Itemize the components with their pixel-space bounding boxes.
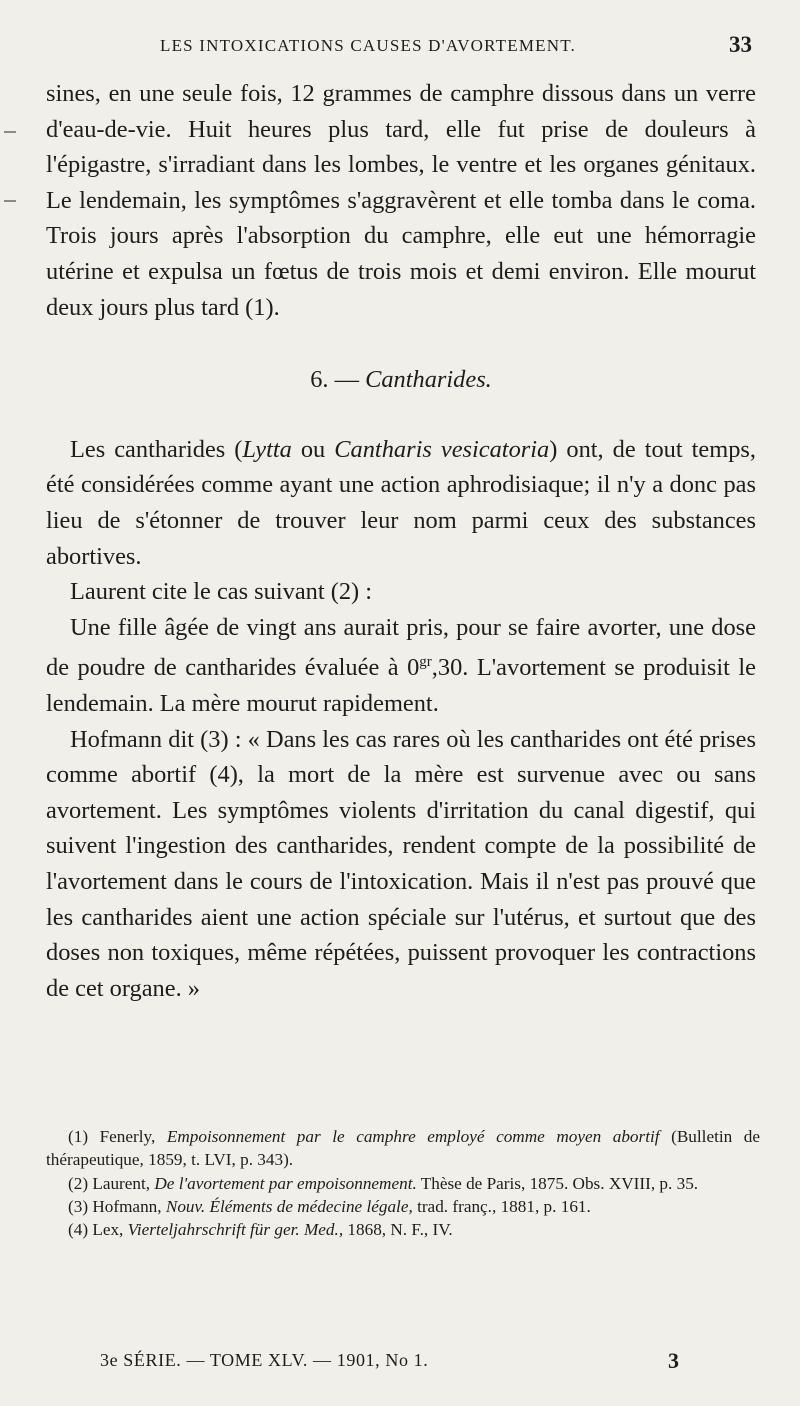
work-title: Vierteljahrschrift für ger. Med., (127, 1220, 344, 1240)
text-run: (4) Lex, (68, 1220, 128, 1240)
paragraph-camphor: sines, en une seule fois, 12 grammes de camphre dissous dans un verre d'eau-de-vie. Huit heures plus tard, elle fut prise de douleurs à l'épigastre, s'irradiant dans les lombes, le ventre et les organes génitaux. Le lendemain, les symptômes s'aggravèrent et elle tomba dans le coma. Trois jours après l'absorption du camphre, elle eut une hémorragie utérine et expulsa un fœtus de trois mois et demi environ. Elle mourut deux jours plus tard (1). (46, 80, 756, 321)
text-run: (2) Laurent, (68, 1173, 155, 1193)
footnote-2 (46, 1172, 760, 1195)
page-number: 33 (729, 32, 752, 57)
signature-mark: 3 (668, 1348, 679, 1373)
footnote-3 (46, 1195, 760, 1218)
page-footer (0, 1350, 800, 1380)
text-run: ou (291, 435, 335, 463)
work-title: De l'avortement par empoisonnement. (154, 1173, 417, 1193)
section-heading (46, 362, 756, 398)
series-info: 3e SÉRIE. — TOME XLV. — 1901, No 1. (100, 1350, 429, 1370)
footnote-1 (46, 1125, 760, 1172)
text-run: (1) Fenerly, (68, 1127, 167, 1146)
unit-superscript: gr (419, 654, 432, 671)
text-run: ) ont, de tout temps, été considérées comme ayant une action aphrodisiaque; il n'y a donc pas lieu de s'étonner de trouver leur nom parmi ceux des substances abortives. (46, 435, 757, 570)
text-run: (Bulletin de thérapeutique, 1859, t. LVI, p. 343). (46, 1127, 760, 1170)
page-header (0, 30, 800, 66)
text-run: (3) Hofmann, (68, 1196, 166, 1216)
footnote-4 (46, 1218, 760, 1241)
work-title: Empoisonnement par le camphre employé comme moyen abortif (166, 1127, 660, 1146)
text-run: 1868, N. F., IV. (343, 1220, 453, 1240)
section-title: Cantharides. (365, 366, 492, 394)
species-name: Lytta (242, 435, 292, 463)
paragraph-hofmann: Hofmann dit (3) : « Dans les cas rares où les cantharides ont été prises comme abortif (4), la mort de la mère est survenue avec ou sans avortement. Les symptômes violents d'irritation du canal digestif, qui suivent l'ingestion des cantharides, rendent compte de la possibilité de l'avortement dans le cours de l'intoxication. Mais il n'est pas prouvé que les cantharides aient une action spéciale sur l'utérus, et surtout que des doses non toxiques, même répétées, puissent provoquer les contractions de cet organe. » (46, 725, 756, 1002)
text-run: trad. franç., 1881, p. 161. (412, 1196, 591, 1216)
text-run: Thèse de Paris, 1875. Obs. XVIII, p. 35. (416, 1173, 699, 1193)
paragraph-case (46, 610, 756, 722)
main-text (46, 76, 756, 1006)
footnotes (46, 1125, 760, 1241)
scan-mark (4, 131, 16, 133)
text-run: Une fille âgée de vingt ans aurait pris, pour se faire avorter, une dose de poudre de cantharides évaluée à 0 (46, 613, 756, 682)
text-run: Les cantharides ( (70, 435, 243, 463)
paragraph-laurent: Laurent cite le cas suivant (2) : (70, 578, 373, 606)
text-run: ,30. L'avortement se produisit le lendemain. La mère mourut rapidement. (46, 654, 757, 718)
section-number: 6. — (310, 366, 359, 394)
species-name: Cantharis vesicatoria (334, 435, 550, 463)
paragraph-cantharides-intro (46, 432, 756, 574)
running-title: LES INTOXICATIONS CAUSES D'AVORTEMENT. (160, 36, 576, 55)
work-title: Nouv. Éléments de médecine légale, (165, 1196, 413, 1216)
scan-mark (4, 200, 16, 202)
